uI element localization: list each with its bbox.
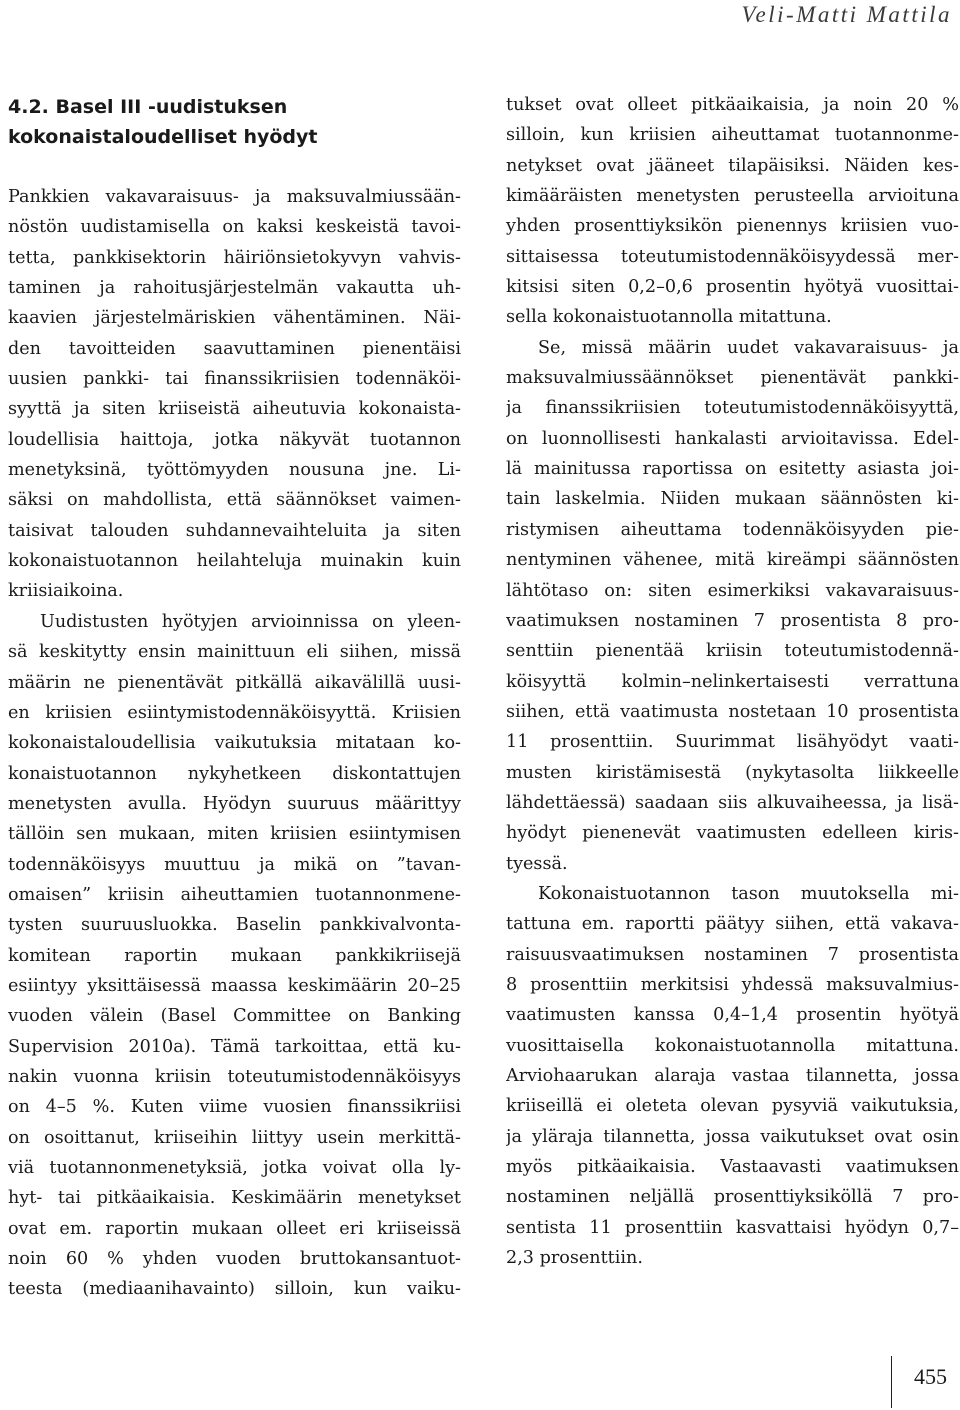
body-text-line: on luonnollisesti hankalasti arvioitavissa. Edel- — [506, 428, 959, 449]
body-text-line: sentista 11 prosenttiin kasvattaisi hyödyn 0,7– — [506, 1217, 959, 1238]
body-text-line: uusien pankki- tai finanssikriisien todennäköi- — [8, 369, 461, 390]
section-heading — [8, 92, 461, 152]
body-text-line: 11 prosenttiin. Suurimmat lisähyödyt vaati- — [506, 732, 959, 753]
body-text-line: Kokonaistuotannon tason muutoksella mi- — [538, 883, 959, 904]
body-text-line: hyt- tai pitkäaikaisia. Keskimäärin menetykset — [8, 1188, 461, 1209]
body-text-line: nentyminen vähenee, mitä kireämpi säännösten — [506, 550, 959, 571]
body-text-line: tällöin sen mukaan, miten kriisien esiintymisen — [8, 824, 461, 845]
body-text-line: menetyksinä, työttömyyden nousuna jne. Li- — [8, 460, 461, 481]
left-column-body — [8, 182, 461, 1305]
body-text-line: teesta (mediaanihavainto) silloin, kun vaiku- — [8, 1279, 461, 1300]
body-text-line: vaatimuksen nostaminen 7 prosentista 8 pro- — [506, 610, 959, 631]
left-column — [8, 90, 461, 1305]
body-text-line: kokonaistuotannon heilahteluja muinakin kuin — [8, 551, 461, 572]
running-header-author: Veli-Matti Mattila — [741, 2, 952, 27]
page-number: 455 — [914, 1364, 947, 1389]
body-text-line: taisivat talouden suhdannevaihteluita ja siten — [8, 520, 461, 541]
body-text-line: noin 60 % yhden vuoden bruttokansantuot- — [8, 1249, 461, 1270]
body-text-line: ja yläraja tilannetta, jossa vaikutukset ovat osin — [506, 1126, 959, 1147]
body-text-line: maksuvalmiussäännökset pienentävät pankki- — [506, 368, 959, 389]
body-text-line: omaisen” kriisin aiheuttamien tuotannonmene- — [8, 884, 461, 905]
body-text-line: den tavoitteiden saavuttaminen pienentäisi — [8, 338, 461, 359]
body-text-line: netykset ovat jääneet tilapäisiksi. Näiden kes- — [506, 155, 959, 176]
body-text-line: vuoden välein (Basel Committee on Banking — [8, 1006, 461, 1027]
body-text-line: kaavien järjestelmäriskien vähentäminen. Näi- — [8, 308, 461, 329]
body-text-line: kimääräisten menetysten perusteella arvioituna — [506, 186, 959, 207]
body-text-line: Supervision 2010a). Tämä tarkoittaa, että ku- — [8, 1036, 461, 1057]
right-column-body — [506, 90, 959, 1273]
body-text-line: Pankkien vakavaraisuus- ja maksuvalmiussään- — [8, 187, 461, 207]
body-text-line: musten kiristämisestä (nykytasolta liikkeelle — [506, 762, 959, 783]
body-text-line: Arviohaarukan alaraja vastaa tilannetta, jossa — [506, 1066, 959, 1086]
body-text-line: en kriisien esiintymistodennäköisyyttä. Kriisien — [8, 702, 461, 723]
body-text-line: ristymisen aiheuttama todennäköisyyden pie- — [506, 519, 959, 540]
body-text-line: kitsisi siten 0,2–0,6 prosentin hyötyä vuosittai- — [506, 277, 959, 298]
body-text-line: nöstön uudistamisella on kaksi keskeistä tavoi- — [8, 217, 461, 238]
body-text-line: Se, missä määrin uudet vakavaraisuus- ja — [538, 337, 959, 358]
body-text-line: tetta, pankkisektorin häiriönsietokyvyn vahvis- — [8, 247, 461, 268]
body-text-line: senttiin pienentää kriisin toteutumistodennä- — [506, 641, 959, 662]
body-text-line: tyessä. — [506, 853, 568, 874]
body-text-line: taminen ja rahoitusjärjestelmän vakautta uh- — [8, 278, 461, 299]
body-text-line: vuosittaisella kokonaistuotannolla mitattuna. — [506, 1035, 959, 1056]
body-text-line: 2,3 prosenttiin. — [506, 1248, 643, 1269]
body-text-line: vaatimusten kanssa 0,4–1,4 prosentin hyötyä — [506, 1005, 959, 1026]
body-text-line: lähdettäessä) saadaan siis alkuvaiheessa, ja lisä- — [506, 792, 959, 813]
body-text-line: tattuna em. raportti päätyy siihen, että vakava- — [506, 914, 959, 935]
body-text-line: raisuusvaatimuksen nostaminen 7 prosentista — [506, 944, 959, 965]
right-column — [506, 90, 959, 1273]
body-text-line: kriiseillä ei oleteta olevan pysyviä vaikutuksia, — [506, 1096, 959, 1117]
section-heading-line: 4.2. Basel III -uudistuksen — [8, 96, 288, 118]
page-number-divider — [891, 1356, 892, 1408]
body-text-line: ovat em. raportin mukaan olleet eri kriiseissä — [8, 1218, 461, 1239]
body-text-line: siihen, että vaatimusta nostetaan 10 prosentista — [506, 701, 959, 722]
body-text-line: tain laskelmia. Niiden mukaan säännösten ki- — [506, 489, 959, 510]
body-text-line: tysten suuruusluokka. Baselin pankkivalvonta- — [8, 915, 461, 936]
body-text-line: silloin, kun kriisien aiheuttamat tuotannonme- — [506, 125, 959, 146]
body-text-line: Uudistusten hyötyjen arvioinnissa on yleen- — [40, 611, 461, 632]
body-text-line: hyödyt pienenevät vaatimusten edelleen kiris- — [506, 823, 959, 844]
body-text-line: kokonaistaloudellisia vaikutuksia mitataan ko- — [8, 733, 461, 754]
body-text-line: komitean raportin mukaan pankkikriisejä — [8, 945, 461, 966]
body-text-line: lähtötaso on: siten esimerkiksi vakavaraisuus- — [506, 580, 959, 601]
section-heading-line: kokonaistaloudelliset hyödyt — [8, 126, 318, 148]
body-text-line: esiintyy yksittäisessä maassa keskimäärin 20–25 — [8, 975, 461, 996]
body-text-line: määrin ne pienentävät pitkällä aikavälillä uusi- — [8, 672, 461, 693]
body-text-line: köisyyttä kolmin–nelinkertaisesti verrattuna — [506, 671, 959, 692]
body-text-line: lä mainitussa raportissa on esitetty asiasta joi- — [506, 459, 959, 480]
body-text-line: konaistuotannon nykyhetkeen diskontattujen — [8, 763, 461, 784]
body-text-line: menetysten avulla. Hyödyn suuruus määrittyy — [8, 793, 461, 814]
body-text-line: syyttä ja siten kriiseistä aiheutuvia kokonaista- — [8, 399, 461, 420]
body-text-line: viä tuotannonmenetyksiä, jotka voivat olla ly- — [8, 1158, 461, 1178]
body-text-line: sittaisessa toteutumistodennäköisyydessä mer- — [506, 246, 959, 267]
body-text-line: myös pitkäaikaisia. Vastaavasti vaatimuksen — [506, 1157, 959, 1178]
body-text-line: 8 prosenttiin merkitsisi yhdessä maksuvalmius- — [506, 974, 959, 995]
body-text-line: kriisiaikoina. — [8, 581, 124, 602]
body-text-line: säksi on mahdollista, että säännökset vaimen- — [8, 490, 461, 511]
body-text-line: todennäköisyys muuttuu ja mikä on ”tavan- — [8, 854, 461, 875]
body-text-line: on osoittanut, kriiseihin liittyy usein merkittä- — [8, 1127, 461, 1148]
body-text-line: ja finanssikriisien toteutumistodennäköisyyttä, — [506, 398, 959, 419]
body-text-line: on 4–5 %. Kuten viime vuosien finanssikriisi — [8, 1097, 461, 1118]
body-text-line: sä keskitytty ensin mainittuun eli siihen, missä — [8, 642, 461, 663]
body-text-line: loudellisia haittoja, jotka näkyvät tuotannon — [8, 429, 461, 450]
body-text-line: tukset ovat olleet pitkäaikaisia, ja noin 20 % — [506, 95, 959, 115]
body-text-line: sella kokonaistuotannolla mitattuna. — [506, 307, 832, 328]
body-text-line: yhden prosenttiyksikön pienennys kriisien vuo- — [506, 216, 959, 237]
body-text-line: nostaminen neljällä prosenttiyksiköllä 7 pro- — [506, 1187, 959, 1208]
body-text-line: nakin vuonna kriisin toteutumistodennäköisyys — [8, 1066, 461, 1087]
